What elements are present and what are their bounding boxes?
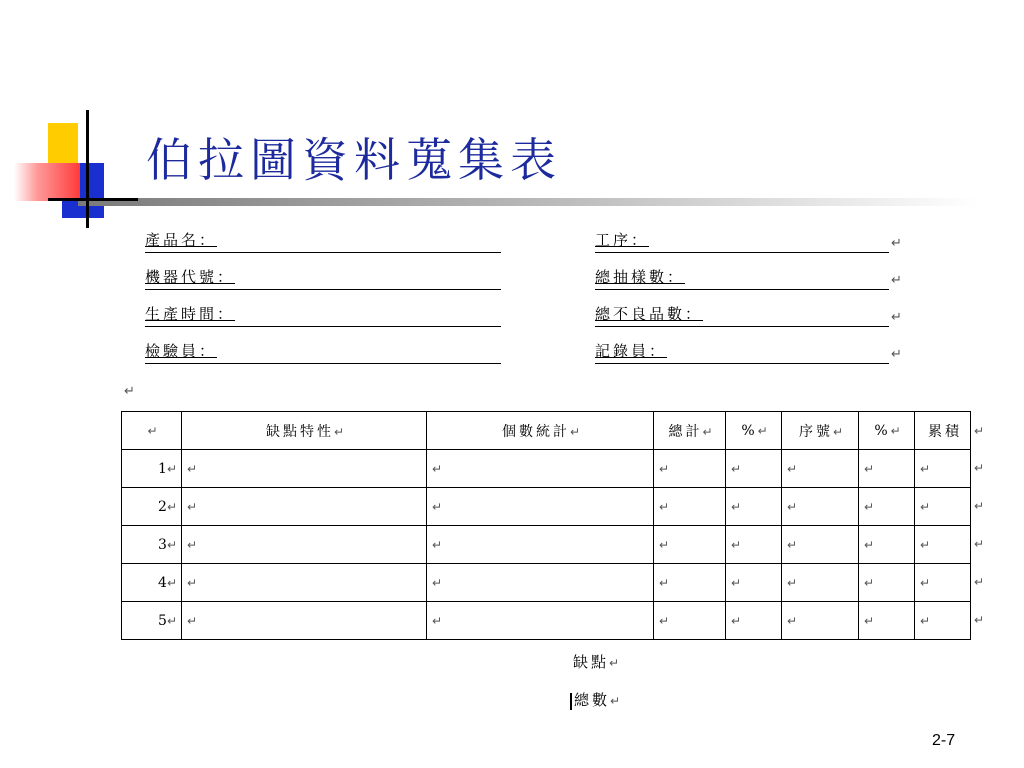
row-end-mark: ↵	[974, 461, 985, 475]
header-cell-defect-type: 缺點特性↵	[182, 412, 427, 450]
table-cell: ↵	[859, 602, 915, 640]
field-label: 產品名：	[145, 231, 218, 249]
row-index-cell: 3↵	[122, 526, 182, 564]
table-row	[122, 564, 971, 602]
row-end-mark: ↵	[974, 424, 985, 438]
title-underline-rule	[78, 198, 978, 206]
table-cell: ↵	[654, 488, 726, 526]
table-row	[122, 450, 971, 488]
field-machine-code	[145, 267, 501, 290]
table-cell: ↵	[654, 450, 726, 488]
table-cell: ↵	[654, 526, 726, 564]
text-cursor	[570, 693, 572, 710]
table-cell: ↵	[427, 602, 654, 640]
field-recorder	[595, 341, 889, 364]
row-end-mark: ↵	[974, 575, 985, 589]
table-cell: ↵	[915, 526, 971, 564]
table-cell: ↵	[782, 602, 859, 640]
return-mark: ↵	[891, 236, 902, 251]
table-cell: ↵	[859, 450, 915, 488]
header-cell-percent: %↵	[726, 412, 782, 450]
return-mark: ↵	[891, 310, 902, 325]
footer-defect-label: 缺點↵	[573, 653, 623, 671]
table-cell: ↵	[859, 526, 915, 564]
field-label: 機器代號：	[145, 268, 236, 286]
field-production-time	[145, 304, 501, 327]
decor-yellow-square	[48, 123, 78, 163]
table-row	[122, 488, 971, 526]
field-inspector	[145, 341, 501, 364]
decor-horizontal-line	[48, 198, 138, 201]
table-cell: ↵	[782, 450, 859, 488]
footer-total-label: 總數↵	[570, 689, 623, 710]
decor-vertical-line	[86, 110, 89, 228]
table-cell: ↵	[726, 602, 782, 640]
field-total-defects	[595, 304, 889, 327]
table-cell: ↵	[427, 488, 654, 526]
table-cell: ↵	[182, 488, 427, 526]
field-label: 記錄員：	[595, 342, 668, 360]
header-cell-percent-2: %↵	[859, 412, 915, 450]
table-row	[122, 602, 971, 640]
table-cell: ↵	[654, 564, 726, 602]
table-cell: ↵	[915, 602, 971, 640]
row-index-cell: 4↵	[122, 564, 182, 602]
header-cell-cumulative: 累積	[915, 412, 971, 450]
table-cell: ↵	[726, 526, 782, 564]
table-cell: ↵	[915, 488, 971, 526]
table-cell: ↵	[427, 450, 654, 488]
table-cell: ↵	[915, 564, 971, 602]
field-label: 總抽樣數：	[595, 268, 686, 286]
table-cell: ↵	[427, 564, 654, 602]
field-total-sample	[595, 267, 889, 290]
table-cell: ↵	[782, 526, 859, 564]
row-end-mark: ↵	[974, 499, 985, 513]
return-mark: ↵	[891, 273, 902, 288]
header-cell-blank: ↵	[122, 412, 182, 450]
table-cell: ↵	[182, 450, 427, 488]
header-cell-tally: 個數統計↵	[427, 412, 654, 450]
table-header-row	[122, 412, 971, 450]
page-number: 2-7	[932, 732, 956, 749]
table-cell: ↵	[782, 564, 859, 602]
table-row	[122, 526, 971, 564]
table-cell: ↵	[782, 488, 859, 526]
header-cell-rank: 序號↵	[782, 412, 859, 450]
return-mark: ↵	[891, 347, 902, 362]
table-cell: ↵	[182, 526, 427, 564]
row-index-cell: 2↵	[122, 488, 182, 526]
field-label: 總不良品數：	[595, 305, 704, 323]
table-cell: ↵	[182, 564, 427, 602]
table-cell: ↵	[182, 602, 427, 640]
decor-red-gradient	[14, 163, 80, 201]
row-index-cell: 5↵	[122, 602, 182, 640]
table-cell: ↵	[726, 450, 782, 488]
pareto-data-table	[121, 411, 971, 640]
table-cell: ↵	[654, 602, 726, 640]
field-product-name	[145, 230, 501, 253]
field-label: 工序：	[595, 231, 650, 249]
field-process	[595, 230, 889, 253]
table-cell: ↵	[726, 488, 782, 526]
row-index-cell: 1↵	[122, 450, 182, 488]
table-cell: ↵	[859, 488, 915, 526]
row-end-mark: ↵	[974, 537, 985, 551]
slide-title: 伯拉圖資料蒐集表	[146, 133, 562, 187]
table-cell: ↵	[427, 526, 654, 564]
row-end-mark: ↵	[974, 613, 985, 627]
return-mark: ↵	[124, 384, 135, 399]
field-label: 檢驗員：	[145, 342, 218, 360]
table-cell: ↵	[726, 564, 782, 602]
field-label: 生產時間：	[145, 305, 236, 323]
table-cell: ↵	[859, 564, 915, 602]
table-cell: ↵	[915, 450, 971, 488]
header-cell-total: 總計↵	[654, 412, 726, 450]
